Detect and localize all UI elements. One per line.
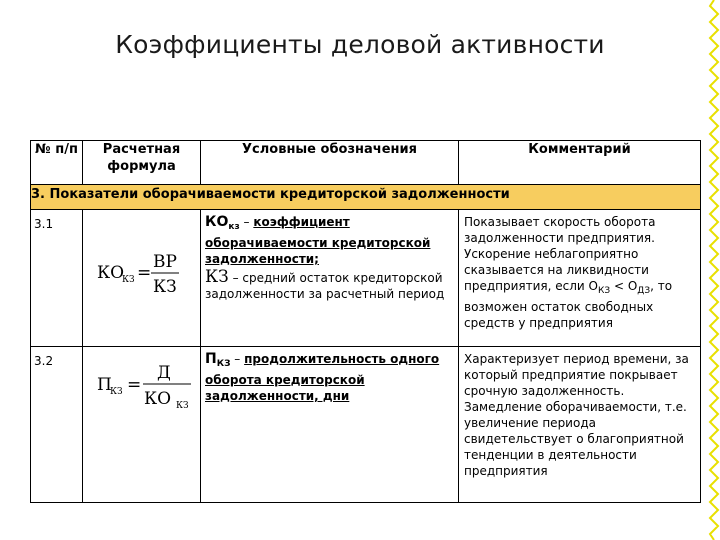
term-dash: – — [230, 352, 245, 366]
term-code: П — [205, 351, 217, 367]
formula-denominator: КО — [144, 389, 172, 409]
header-num: № п/п — [31, 141, 83, 185]
term-code-sub: кз — [228, 222, 240, 232]
formula-lhs: П — [97, 375, 112, 395]
comment-end: , то возможен остаток свободных средств у предприятия — [464, 279, 673, 330]
table-row — [31, 210, 701, 347]
section-title: 3. Показатели оборачиваемости кредиторской задолженности — [31, 185, 701, 210]
formula-denominator: КЗ — [153, 277, 177, 297]
comment-cell — [459, 347, 701, 503]
table-row — [31, 347, 701, 503]
table-header-row — [31, 141, 701, 185]
comment-sub: ДЗ — [637, 286, 651, 296]
page-title: Коэффициенты деловой активности — [115, 30, 605, 59]
header-symbols: Условные обозначения — [201, 141, 459, 185]
term2-code: КЗ — [205, 267, 229, 287]
formula-cell — [83, 210, 201, 347]
symbols-cell — [201, 347, 459, 503]
activity-ratios-table — [30, 140, 701, 503]
header-formula: Расчетная формула — [83, 141, 201, 185]
formula-eq: = — [137, 263, 152, 283]
header-comment: Комментарий — [459, 141, 701, 185]
term-dash: – — [239, 215, 254, 229]
comment-text: Характеризует период времени, за который предприятие покрывает срочную задолженность. Замедление оборачиваемости, т.е. увеличение периода свидетельствует о благоприятной тенденции в деятельности предприятия — [464, 352, 689, 478]
decorative-zigzag-line — [708, 0, 720, 540]
formula-numerator: Д — [157, 363, 171, 383]
formula-lhs-sub: КЗ — [122, 275, 135, 285]
formula-cell — [83, 347, 201, 503]
term2-definition: – средний остаток кредиторской задолженности за расчетный период — [205, 271, 445, 301]
formula-lhs: КО — [97, 263, 125, 283]
term-code-sub: КЗ — [216, 359, 231, 369]
section-row — [31, 185, 701, 210]
term-definition: коэффициент оборачиваемости кредиторской задолженности; — [205, 215, 431, 266]
formula-lhs-sub: КЗ — [110, 387, 123, 397]
term-code: КО — [205, 214, 229, 230]
comment-sub: КЗ — [597, 286, 611, 296]
formula-eq: = — [127, 375, 142, 395]
row-number: 3.2 — [31, 347, 83, 503]
term-definition: продолжительность одного оборота кредиторской задолженности, дни — [205, 352, 440, 403]
symbols-cell — [201, 210, 459, 347]
comment-mid: < О — [610, 279, 638, 293]
formula-3-2 — [83, 347, 201, 427]
formula-numerator: ВР — [153, 252, 177, 272]
comment-cell — [459, 210, 701, 347]
formula-3-1 — [83, 210, 201, 340]
formula-denominator-sub: КЗ — [176, 401, 189, 411]
row-number: 3.1 — [31, 210, 83, 347]
comment-text: Показывает скорость оборота задолженности предприятия. Ускорение неблагоприятно сказывается на ликвидности предприятия, если О — [464, 215, 656, 293]
